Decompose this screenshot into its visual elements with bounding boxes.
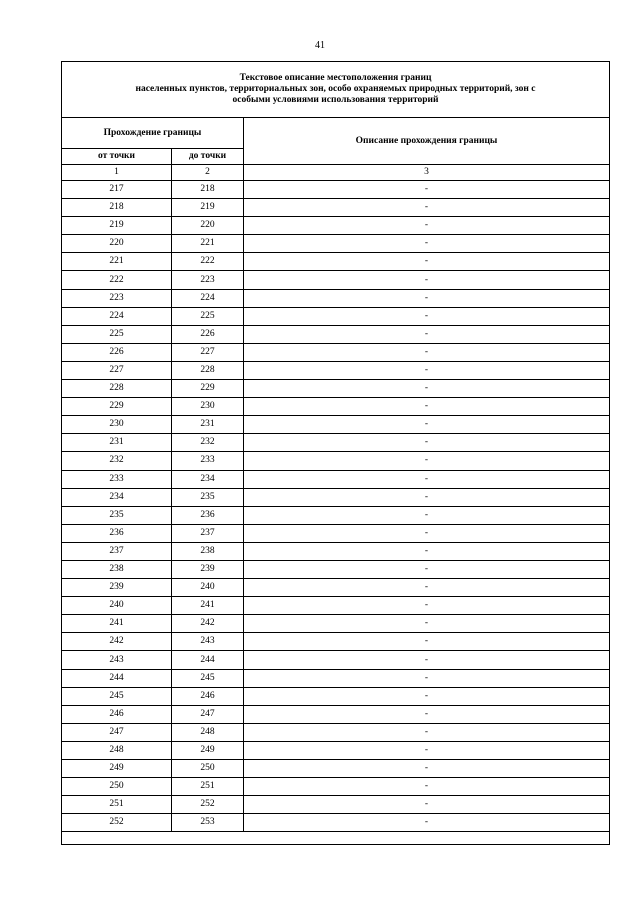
cell-to-point: 229 [172, 380, 244, 398]
cell-description: - [244, 524, 610, 542]
cell-description: - [244, 452, 610, 470]
cell-from-point: 237 [62, 542, 172, 560]
cell-to-point: 226 [172, 325, 244, 343]
cell-to-point: 249 [172, 741, 244, 759]
table-title-line-1: Текстовое описание местоположения границ [239, 73, 432, 84]
cell-description: - [244, 416, 610, 434]
cell-from-point: 217 [62, 181, 172, 199]
column-number-3: 3 [244, 165, 610, 181]
cell-description: - [244, 705, 610, 723]
cell-from-point: 251 [62, 796, 172, 814]
cell-from-point: 230 [62, 416, 172, 434]
cell-to-point: 251 [172, 778, 244, 796]
table-row [62, 380, 610, 398]
cell-from-point: 252 [62, 814, 172, 832]
cell-description: - [244, 289, 610, 307]
table-row [62, 814, 610, 832]
header-description: Описание прохождения границы [244, 118, 610, 165]
table-row [62, 597, 610, 615]
cell-description: - [244, 760, 610, 778]
cell-from-point: 232 [62, 452, 172, 470]
cell-description: - [244, 253, 610, 271]
table-row [62, 470, 610, 488]
cell-to-point: 233 [172, 452, 244, 470]
cell-from-point: 233 [62, 470, 172, 488]
cell-from-point: 244 [62, 669, 172, 687]
cell-from-point: 234 [62, 488, 172, 506]
cell-description: - [244, 361, 610, 379]
table-row [62, 778, 610, 796]
cell-to-point: 234 [172, 470, 244, 488]
table-row [62, 434, 610, 452]
empty-table-row [62, 832, 610, 845]
cell-description: - [244, 651, 610, 669]
cell-to-point: 231 [172, 416, 244, 434]
table-body [62, 181, 610, 845]
cell-from-point: 249 [62, 760, 172, 778]
cell-from-point: 250 [62, 778, 172, 796]
table-row [62, 398, 610, 416]
cell-description: - [244, 434, 610, 452]
cell-from-point: 248 [62, 741, 172, 759]
header-to-point: до точки [172, 149, 244, 165]
cell-from-point: 223 [62, 289, 172, 307]
cell-to-point: 236 [172, 506, 244, 524]
cell-from-point: 243 [62, 651, 172, 669]
cell-description: - [244, 542, 610, 560]
cell-to-point: 222 [172, 253, 244, 271]
table-row [62, 687, 610, 705]
cell-to-point: 227 [172, 343, 244, 361]
cell-to-point: 250 [172, 760, 244, 778]
empty-cell [62, 832, 610, 845]
cell-to-point: 221 [172, 235, 244, 253]
cell-description: - [244, 181, 610, 199]
table-row [62, 289, 610, 307]
cell-to-point: 218 [172, 181, 244, 199]
cell-from-point: 242 [62, 633, 172, 651]
header-passage: Прохождение границы [62, 118, 244, 149]
cell-to-point: 225 [172, 307, 244, 325]
cell-description: - [244, 579, 610, 597]
cell-from-point: 221 [62, 253, 172, 271]
table-row [62, 579, 610, 597]
cell-description: - [244, 380, 610, 398]
header-from-point: от точки [62, 149, 172, 165]
table-row [62, 633, 610, 651]
table-title-line-2: населенных пунктов, территориальных зон, особо охраняемых природных территорий, зон с [135, 84, 536, 95]
cell-description: - [244, 633, 610, 651]
cell-from-point: 245 [62, 687, 172, 705]
cell-to-point: 239 [172, 560, 244, 578]
cell-from-point: 238 [62, 560, 172, 578]
cell-description: - [244, 235, 610, 253]
cell-to-point: 253 [172, 814, 244, 832]
cell-from-point: 235 [62, 506, 172, 524]
column-number-1: 1 [62, 165, 172, 181]
cell-from-point: 222 [62, 271, 172, 289]
table-row [62, 253, 610, 271]
table-row [62, 651, 610, 669]
cell-to-point: 230 [172, 398, 244, 416]
cell-description: - [244, 741, 610, 759]
table-row [62, 416, 610, 434]
table-row [62, 307, 610, 325]
cell-description: - [244, 778, 610, 796]
table-row [62, 615, 610, 633]
table-row [62, 217, 610, 235]
column-number-2: 2 [172, 165, 244, 181]
cell-from-point: 241 [62, 615, 172, 633]
cell-to-point: 246 [172, 687, 244, 705]
cell-description: - [244, 687, 610, 705]
cell-description: - [244, 723, 610, 741]
cell-from-point: 246 [62, 705, 172, 723]
cell-description: - [244, 669, 610, 687]
cell-description: - [244, 470, 610, 488]
cell-to-point: 252 [172, 796, 244, 814]
cell-description: - [244, 506, 610, 524]
cell-from-point: 228 [62, 380, 172, 398]
cell-description: - [244, 307, 610, 325]
table-row [62, 361, 610, 379]
cell-from-point: 229 [62, 398, 172, 416]
cell-from-point: 218 [62, 199, 172, 217]
cell-to-point: 220 [172, 217, 244, 235]
cell-to-point: 244 [172, 651, 244, 669]
table-row [62, 199, 610, 217]
table-row [62, 452, 610, 470]
cell-from-point: 239 [62, 579, 172, 597]
cell-to-point: 219 [172, 199, 244, 217]
cell-description: - [244, 796, 610, 814]
cell-to-point: 240 [172, 579, 244, 597]
table-row [62, 542, 610, 560]
cell-from-point: 225 [62, 325, 172, 343]
cell-from-point: 240 [62, 597, 172, 615]
cell-description: - [244, 560, 610, 578]
cell-to-point: 242 [172, 615, 244, 633]
cell-to-point: 238 [172, 542, 244, 560]
cell-to-point: 232 [172, 434, 244, 452]
cell-to-point: 237 [172, 524, 244, 542]
table-row [62, 235, 610, 253]
table-row [62, 488, 610, 506]
cell-description: - [244, 814, 610, 832]
table-row [62, 506, 610, 524]
cell-description: - [244, 325, 610, 343]
cell-description: - [244, 615, 610, 633]
table-row [62, 741, 610, 759]
cell-to-point: 223 [172, 271, 244, 289]
cell-from-point: 226 [62, 343, 172, 361]
cell-to-point: 224 [172, 289, 244, 307]
cell-to-point: 243 [172, 633, 244, 651]
table-title [62, 62, 610, 118]
table-row [62, 705, 610, 723]
table-row [62, 560, 610, 578]
cell-to-point: 247 [172, 705, 244, 723]
table-row [62, 760, 610, 778]
table-row [62, 723, 610, 741]
cell-description: - [244, 217, 610, 235]
table-row [62, 524, 610, 542]
cell-to-point: 241 [172, 597, 244, 615]
cell-description: - [244, 343, 610, 361]
cell-from-point: 219 [62, 217, 172, 235]
cell-to-point: 248 [172, 723, 244, 741]
cell-description: - [244, 398, 610, 416]
table-row [62, 181, 610, 199]
table-row [62, 343, 610, 361]
cell-description: - [244, 597, 610, 615]
cell-description: - [244, 271, 610, 289]
cell-to-point: 245 [172, 669, 244, 687]
cell-to-point: 228 [172, 361, 244, 379]
cell-from-point: 231 [62, 434, 172, 452]
boundary-description-table [61, 61, 610, 845]
cell-description: - [244, 199, 610, 217]
table-title-line-3: особыми условиями использования территорий [232, 94, 439, 105]
table-row [62, 325, 610, 343]
cell-to-point: 235 [172, 488, 244, 506]
table-row [62, 796, 610, 814]
cell-from-point: 236 [62, 524, 172, 542]
table-row [62, 271, 610, 289]
cell-description: - [244, 488, 610, 506]
page-number: 41 [315, 40, 325, 51]
cell-from-point: 227 [62, 361, 172, 379]
cell-from-point: 220 [62, 235, 172, 253]
cell-from-point: 224 [62, 307, 172, 325]
cell-from-point: 247 [62, 723, 172, 741]
table-row [62, 669, 610, 687]
